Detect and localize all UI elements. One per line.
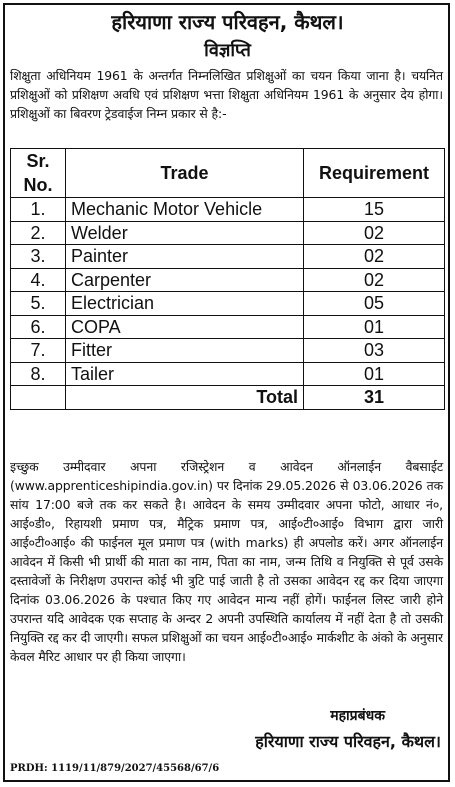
row-sr: 3. — [11, 245, 66, 269]
total-empty-cell — [11, 386, 66, 410]
header-trade: Trade — [66, 149, 304, 198]
table-header-row — [11, 149, 445, 198]
row-sr: 7. — [11, 339, 66, 363]
table-row — [11, 292, 445, 316]
body-paragraph: इच्छुक उम्मीदवार अपना रजिस्ट्रेशन व आवेदन ऑनलाईन वैबसाईट (www.apprenticeshipindia.gov.in) पर दिनांक 29.05.2026 से 03.06.2026 तक सांय 17:00 बजे तक कर सकते है। आवेदन के समय उम्मीदवार अपना फोटो, आधार नं०, आई०डी०, रिहायशी प्रमाण पत्र, मैट्रिक प्रमाण पत्र, आई०टी०आई० विभाग द्वारा जारी आई०टी०आई० की फाईनल मूल प्रमाण पत्र (with marks) ही अपलोड करें। अगर ऑनलाईन आवेदन में किसी भी प्रार्थी की माता का नाम, पिता का नाम, जन्म तिथि व नियुक्ति से पूर्व उसके दस्तावेजों के निरीक्षण उपरान्त कोई भी त्रुटि पाई जाती है तो उसका आवेदन रद्द कर दिया जाएगा दिनांक 03.06.2026 के पश्चात किए गए आवेदन मान्य नहीं होगें। फाईनल लिस्ट जारी होने उपरान्त यदि आवेदक एक सप्ताह के अन्दर 2 अपनी उपस्थिति कार्यालय में नहीं देता है तो उसकी नियुक्ति रद्द कर दी जाएगी। सफल प्रशिक्षुओं का चयन आई०टी०आई० मार्कशीट के अंको के अनुसार केवल मैरिट आधार पर ही किया जाएगा। — [10, 459, 443, 664]
table-row — [11, 268, 445, 292]
row-requirement: 02 — [304, 221, 445, 245]
row-trade: COPA — [66, 315, 304, 339]
table-total-row — [11, 386, 445, 410]
row-requirement: 01 — [304, 315, 445, 339]
row-requirement: 15 — [304, 198, 445, 222]
row-trade: Electrician — [66, 292, 304, 316]
trade-table — [10, 148, 445, 410]
table-row — [11, 315, 445, 339]
signatory-office: हरियाणा राज्य परिवहन, कैथल। — [255, 732, 441, 751]
row-sr: 8. — [11, 362, 66, 386]
row-sr: 2. — [11, 221, 66, 245]
row-trade: Carpenter — [66, 268, 304, 292]
row-sr: 1. — [11, 198, 66, 222]
row-trade: Tailer — [66, 362, 304, 386]
row-sr: 4. — [11, 268, 66, 292]
row-trade: Painter — [66, 245, 304, 269]
notice-subtitle: विज्ञप्ति — [204, 40, 251, 61]
table-row — [11, 245, 445, 269]
row-requirement: 01 — [304, 362, 445, 386]
row-requirement: 05 — [304, 292, 445, 316]
row-requirement: 02 — [304, 268, 445, 292]
header-requirement: Requirement — [304, 149, 445, 198]
signatory-designation: महाप्रबंधक — [330, 708, 385, 724]
row-requirement: 02 — [304, 245, 445, 269]
total-value: 31 — [304, 386, 445, 410]
row-trade: Welder — [66, 221, 304, 245]
row-sr: 6. — [11, 315, 66, 339]
notice-title: हरियाणा राज्य परिवहन, कैथल। — [111, 10, 344, 34]
intro-paragraph: शिक्षुता अधिनियम 1961 के अन्तर्गत निम्नलिखित प्रशिक्षुओं का चयन किया जाना है। चयनित प्रशिक्षुओं को प्रशिक्षण अवधि एवं प्रशिक्षण भत्ता शिक्षुता अधिनियम 1961 के अनुसार देय होगा। प्रशिक्षुओं का बिवरण ट्रेडवाईज निम्न प्रकार से है:- — [10, 68, 443, 121]
row-trade: Mechanic Motor Vehicle — [66, 198, 304, 222]
row-trade: Fitter — [66, 339, 304, 363]
table-row — [11, 198, 445, 222]
total-label: Total — [66, 386, 304, 410]
reference-number: PRDH: 1119/11/879/2027/45568/67/6 — [10, 763, 220, 774]
table-row — [11, 362, 445, 386]
row-sr: 5. — [11, 292, 66, 316]
table-row — [11, 221, 445, 245]
header-sr-no: Sr. No. — [11, 149, 66, 198]
table-row — [11, 339, 445, 363]
row-requirement: 03 — [304, 339, 445, 363]
